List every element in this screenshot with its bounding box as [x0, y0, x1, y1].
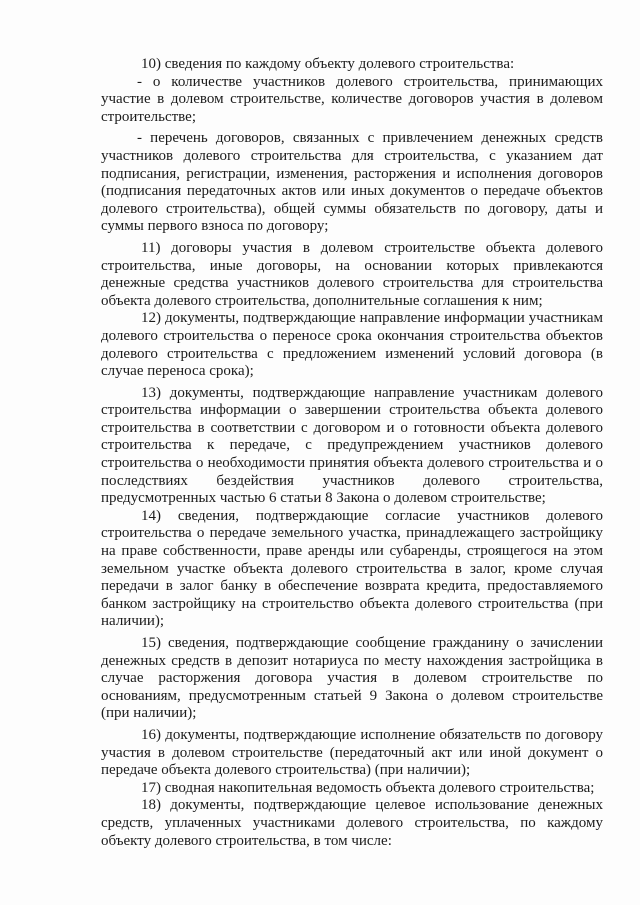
item-10-participants: - о количестве участников долевого строительства, принимающих участие в долевом строительстве, количестве договоров участия в долевом строительстве;	[101, 73, 603, 125]
item-12: 12) документы, подтверждающие направление информации участникам долевого строительства о переносе срока окончания строительства объектов долевого строительства с предложением изменений условий договора (в случае переноса срока);	[101, 310, 603, 380]
item-16: 16) документы, подтверждающие исполнение обязательств по договору участия в долевом строительстве (передаточный акт или иной документ о передаче объекта долевого строительства) (при наличии);	[101, 726, 603, 779]
item-18: 18) документы, подтверждающие целевое использование денежных средств, уплаченных участниками долевого строительства, по каждому объекту долевого строительства, в том числе:	[101, 797, 603, 849]
item-10: 10) сведения по каждому объекту долевого строительства:	[141, 56, 515, 72]
item-15: 15) сведения, подтверждающие сообщение гражданину о зачислении денежных средств в депозит нотариуса по месту нахождения застройщика в случае расторжения договора участия в долевом строительстве по основаниям, предусмотренным статьей 9 Закона о долевом строительстве (при наличии);	[101, 635, 603, 722]
item-10-contracts-list: - перечень договоров, связанных с привлечением денежных средств участников долевого строительства для строительства, с указанием дат подписания, регистрации, изменения, расторжения и исполнения договоров (подписания передаточных актов или иных документов о передаче объектов долевого строительства), общей суммы обязательств по договору, даты и суммы первого взноса по договору;	[101, 130, 603, 235]
item-13: 13) документы, подтверждающие направление участникам долевого строительства информации о завершении строительства объекта долевого строительства в соответствии с договором и о готовности объекта долевого строительства к передаче, с предупреждением участников долевого строительства о необходимости принятия объекта долевого строительства и о последствиях бездействия участников долевого строительства, предусмотренных частью 6 статьи 8 Закона о долевом строительстве;	[101, 384, 603, 507]
item-11: 11) договоры участия в долевом строительстве объекта долевого строительства, иные договоры, на основании которых привлекаются денежные средства участников долевого строительства для строительства объекта долевого строительства, дополнительные соглашения к ним;	[101, 239, 603, 309]
item-14: 14) сведения, подтверждающие согласие участников долевого строительства о передаче земельного участка, принадлежащего застройщику на праве собственности, праве аренды или субаренды, строящегося на этом земельном участке объекта долевого строительства в залог, кроме случая передачи в залог банку в обеспечение возврата кредита, предоставляемого банком застройщику на строительство объекта долевого строительства (при наличии);	[101, 507, 603, 630]
document-body	[101, 56, 603, 850]
item-17: 17) сводная накопительная ведомость объекта долевого строительства;	[141, 779, 595, 796]
